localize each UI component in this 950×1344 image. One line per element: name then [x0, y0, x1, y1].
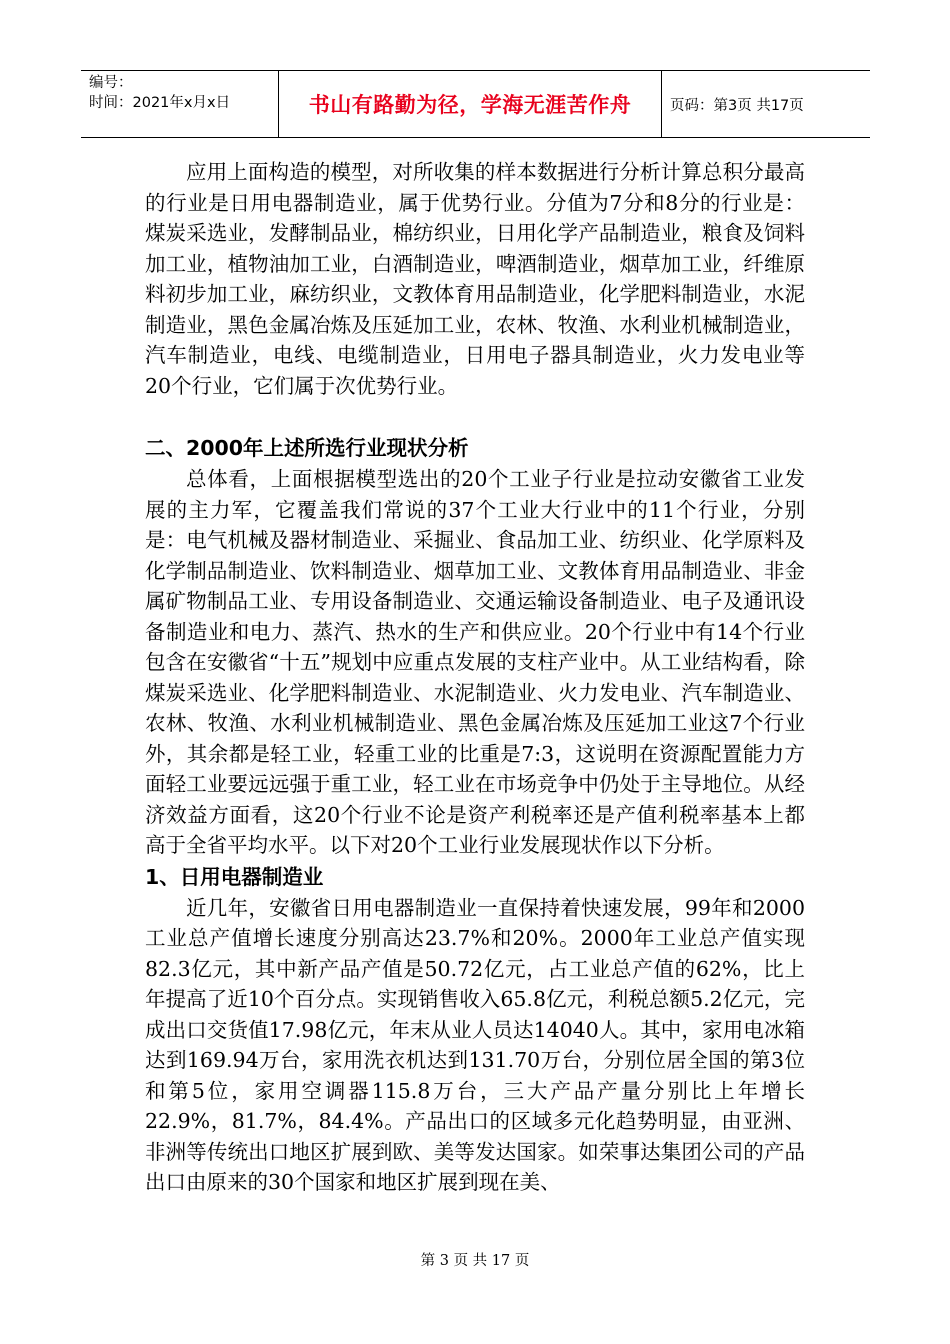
subsection-heading: 1、日用电器制造业: [145, 864, 324, 889]
header-meta: [81, 71, 279, 137]
header-page-info: 页码：第3页 共17页: [670, 97, 804, 114]
blank-line: [145, 401, 805, 432]
page-footer: 第 3 页 共 17 页: [420, 1253, 530, 1269]
paragraph-3: 近几年，安徽省日用电器制造业一直保持着快速发展，99年和2000工业总产值增长速度分别高达23.7%和20%。2000年工业总产值实现82.3亿元，其中新产品产值是50.72亿元，占工业总产值的62%，比上年提高了近10个百分点。实现销售收入65.8亿元，利税总额5.2亿元，完成出口交货值17.98亿元，年末从业人员达14040人。其中，家用电冰箱达到169.94万台，家用洗衣机达到131.70万台，分别位居全国的第3位和第5位，家用空调器115.8万台，三大产品产量分别比上年增长22.9%，81.7%，84.4%。产品出口的区域多元化趋势明显，由亚洲、非洲等传统出口地区扩展到欧、美等发达国家。如荣事达集团公司的产品出口由原来的30个国家和地区扩展到现在美、: [145, 895, 805, 1194]
number-label: 编号：: [89, 75, 133, 91]
paragraph-1: 应用上面构造的模型，对所收集的样本数据进行分析计算总积分最高的行业是日用电器制造业，属于优势行业。分值为7分和8分的行业是：煤炭采选业，发酵制品业，棉纺织业，日用化学产品制造业，粮食及饲料加工业，植物油加工业，白酒制造业，啤酒制造业，烟草加工业，纤维原料初步加工业，麻纺织业，文教体育用品制造业，化学肥料制造业，水泥制造业，黑色金属冶炼及压延加工业，农林、牧渔、水利业机械制造业，汽车制造业，电线、电缆制造业，日用电子器具制造业，火力发电业等20个行业，它们属于次优势行业。: [145, 160, 805, 398]
section-heading: 二、2000年上述所选行业现状分析: [145, 436, 469, 460]
time-label: 时间：2021年x月x日: [89, 95, 231, 111]
header-table: [81, 70, 870, 138]
document-body: [145, 157, 805, 1198]
paragraph-2: 总体看，上面根据模型选出的20个工业子行业是拉动安徽省工业发展的主力军，它覆盖我们常说的37个工业大行业中的11个行业，分别是：电气机械及器材制造业、采掘业、食品加工业、纺织业、化学原料及化学制品制造业、饮料制造业、烟草加工业、文教体育用品制造业、非金属矿物制品工业、专用设备制造业、交通运输设备制造业、电子及通讯设备制造业和电力、蒸汽、热水的生产和供应业。20个行业中有14个行业包含在安徽省“十五”规划中应重点发展的支柱产业中。从工业结构看，除煤炭采选业、化学肥料制造业、水泥制造业、火力发电业、汽车制造业、农林、牧渔、水利业机械制造业、黑色金属冶炼及压延加工业这7个行业外，其余都是轻工业，轻重工业的比重是7:3，这说明在资源配置能力方面轻工业要远远强于重工业，轻工业在市场竞争中仍处于主导地位。从经济效益方面看，这20个行业不论是资产利税率还是产值利税率基本上都高于全省平均水平。以下对20个工业行业发展现状作以下分析。: [145, 467, 805, 857]
header-motto: 书山有路勤为径，学海无涯苦作舟: [279, 71, 662, 137]
